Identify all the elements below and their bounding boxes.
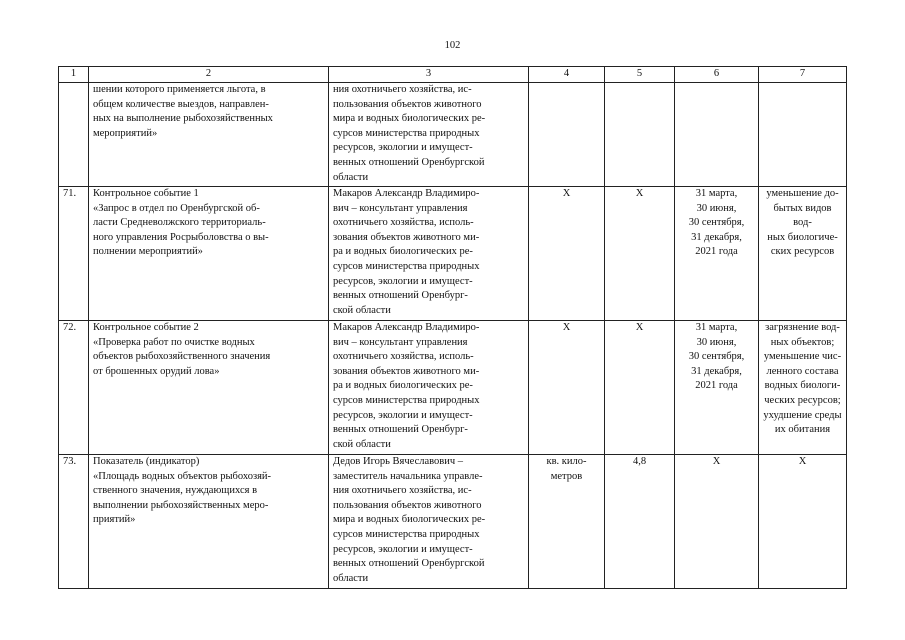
- event-name-cell: Контрольное событие 2 «Проверка работ по очистке водных объектов рыбохозяйственного значения от брошенных орудий лова»: [89, 321, 329, 455]
- column-header: 4: [529, 67, 605, 83]
- column-header: 1: [59, 67, 89, 83]
- responsible-cell: Макаров Александр Владимиро- вич – консультант управления охотничьего хозяйства, исполь- зования объектов животного ми- ра и водных биологических ре- сурсов министерства природных ресурсов, экологии и имущест- венных отношений Оренбург- ской области: [329, 187, 529, 321]
- unit-cell: [529, 83, 605, 187]
- dates-cell: X: [675, 455, 759, 589]
- dates-cell: [675, 83, 759, 187]
- unit-cell: X: [529, 187, 605, 321]
- column-header: 7: [759, 67, 847, 83]
- unit-cell: кв. кило- метров: [529, 455, 605, 589]
- event-name-cell: Контрольное событие 1 «Запрос в отдел по Оренбургской об- ласти Средневолжского территориаль- ного управления Росрыболовства о вы- полнении мероприятий»: [89, 187, 329, 321]
- responsible-cell: ния охотничьего хозяйства, ис- пользования объектов животного мира и водных биологических ре- сурсов министерства природных ресурсов, экологии и имущест- венных отношений Оренбургской области: [329, 83, 529, 187]
- value-cell: [605, 83, 675, 187]
- table-header-row: [59, 67, 847, 83]
- row-number-cell: 72.: [59, 321, 89, 455]
- value-cell: 4,8: [605, 455, 675, 589]
- table-row: [59, 321, 847, 455]
- column-header: 5: [605, 67, 675, 83]
- row-number-cell: 73.: [59, 455, 89, 589]
- column-header: 3: [329, 67, 529, 83]
- row-number-cell: 71.: [59, 187, 89, 321]
- responsible-cell: Макаров Александр Владимиро- вич – консультант управления охотничьего хозяйства, исполь- зования объектов животного ми- ра и водных биологических ре- сурсов министерства природных ресурсов, экологии и имущест- венных отношений Оренбург- ской области: [329, 321, 529, 455]
- value-cell: X: [605, 187, 675, 321]
- event-name-cell: шении которого применяется льгота, в общем количестве выездов, направлен- ных на выполнение рыбохозяйственных мероприятий»: [89, 83, 329, 187]
- dates-cell: 31 марта, 30 июня, 30 сентября, 31 декабря, 2021 года: [675, 321, 759, 455]
- page-number: 102: [444, 40, 461, 51]
- column-header: 6: [675, 67, 759, 83]
- table-row: [59, 455, 847, 589]
- value-cell: X: [605, 321, 675, 455]
- column-header: 2: [89, 67, 329, 83]
- table-row: [59, 83, 847, 187]
- document-table: [58, 66, 847, 589]
- responsible-cell: Дедов Игорь Вячеславович – заместитель начальника управле- ния охотничьего хозяйства, ис- пользования объектов животного мира и водных биологических ре- сурсов министерства природных ресурсов, экологии и имущест- венных отношений Оренбургской области: [329, 455, 529, 589]
- risk-cell: загрязнение вод- ных объектов; уменьшение чис- ленного состава водных биологи- ческих ресурсов; ухудшение среды их обитания: [759, 321, 847, 455]
- risk-cell: [759, 83, 847, 187]
- row-number-cell: [59, 83, 89, 187]
- risk-cell: уменьшение до- бытых видов вод- ных биологиче- ских ресурсов: [759, 187, 847, 321]
- dates-cell: 31 марта, 30 июня, 30 сентября, 31 декабря, 2021 года: [675, 187, 759, 321]
- table-row: [59, 187, 847, 321]
- unit-cell: X: [529, 321, 605, 455]
- risk-cell: X: [759, 455, 847, 589]
- event-name-cell: Показатель (индикатор) «Площадь водных объектов рыбохозяй- ственного значения, нуждающихся в выполнении рыбохозяйственных меро- приятий»: [89, 455, 329, 589]
